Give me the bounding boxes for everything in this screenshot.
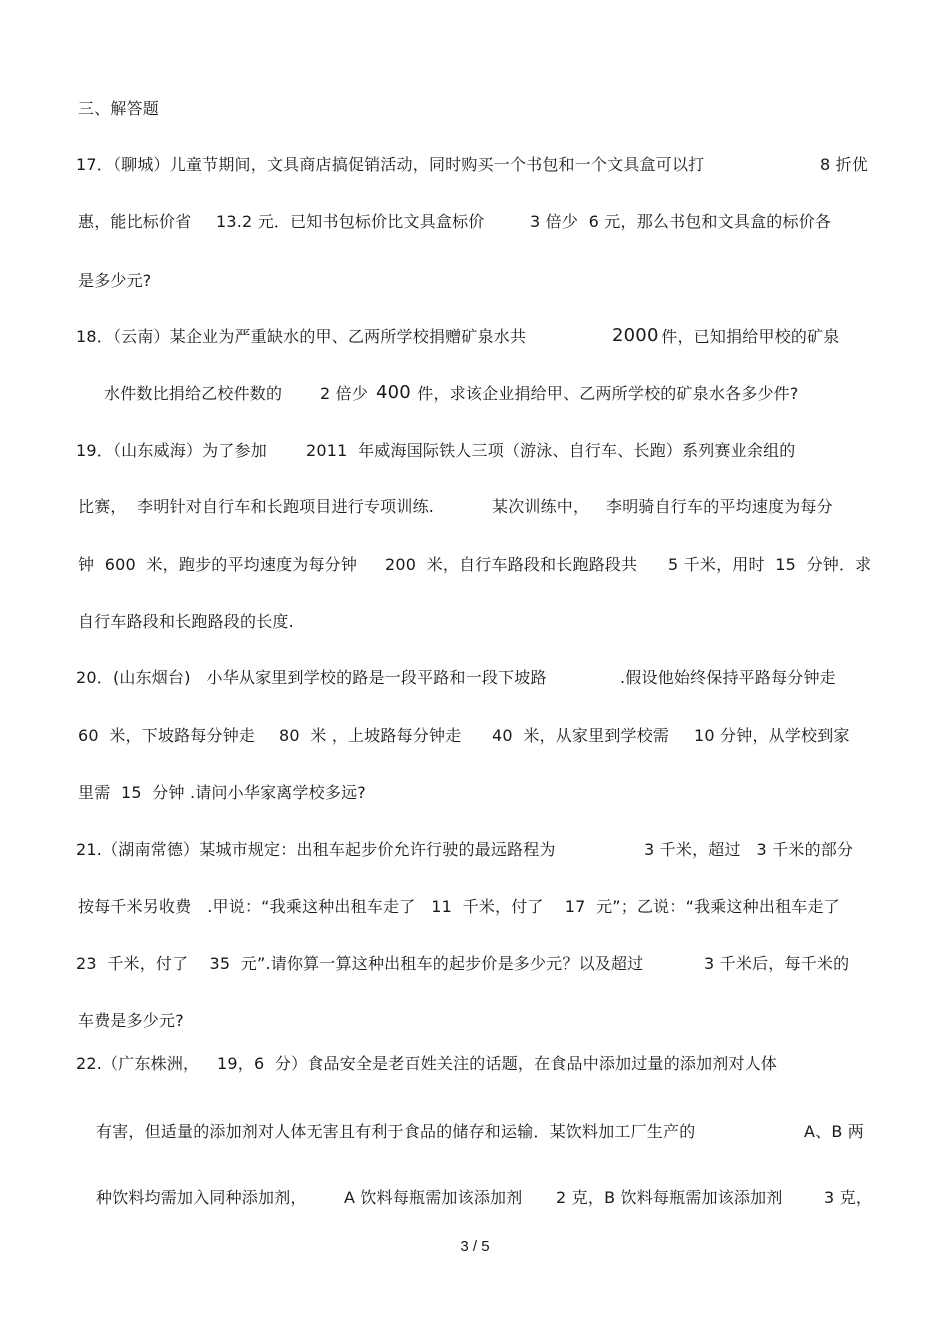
p21-line4: 车费是多少元? (78, 1011, 184, 1030)
p21-line1-b: 3 千米，超过 3 千米的部分 (644, 840, 854, 859)
p17-line2-c: 3 倍少 6 元，那么书包和文具盒的标价各 (530, 212, 832, 231)
p18-line2-a: 水件数比捐给乙校件数的 (104, 384, 283, 403)
p20-line1-a: 20．(山东烟台) 小华从家里到学校的路是一段平路和一段下坡路 (76, 668, 547, 687)
p19-line1-a: 19．（山东威海）为了参加 (76, 441, 267, 460)
p19-line1-b: 2011 年威海国际铁人三项（游泳、自行车、长跑）系列赛业余组的 (306, 441, 796, 460)
p18-line1-b: 2000 (612, 325, 659, 346)
p20-line1-b: .假设他始终保持平路每分钟走 (620, 668, 836, 687)
p22-line3-c: 2 克，B 饮料每瓶需加该添加剂 (556, 1188, 783, 1207)
p21-line2: 按每千米另收费 .甲说：“我乘这种出租车走了 11 千米，付了 17 元”；乙说：“我乘这种出租车走了 (78, 897, 840, 916)
p17-line1-a: 17．（聊城）儿童节期间，文具商店搞促销活动，同时购买一个书包和一个文具盒可以打 (76, 155, 705, 174)
p22-line1-a: 22.（广东株洲， (76, 1054, 200, 1073)
p19-line2-c: 李明骑自行车的平均速度为每分 (606, 497, 833, 516)
p20-line2-c: 40 米，从家里到学校需 (492, 726, 670, 745)
p20-line3: 里需 15 分钟 .请问小华家离学校多远? (78, 783, 366, 802)
p19-line3-b: 200 米，自行车路段和长跑路段共 (385, 555, 638, 574)
p20-line2-a: 60 米，下坡路每分钟走 (78, 726, 256, 745)
p22-line2-a: 有害，但适量的添加剂对人体无害且有利于食品的储存和运输．某饮料加工厂生产的 (96, 1122, 696, 1141)
p17-line1-b: 8 折优 (820, 155, 869, 174)
p22-line3-a: 种饮料均需加入同种添加剂， (96, 1188, 307, 1207)
p19-line2-b: 某次训练中， (492, 497, 590, 516)
p19-line2-a: 比赛， 李明针对自行车和长跑项目进行专项训练. (78, 497, 435, 516)
p21-line1-a: 21.（湖南常德）某城市规定：出租车起步价允许行驶的最远路程为 (76, 840, 556, 859)
p22-line1-b: 19，6 分）食品安全是老百姓关注的话题，在食品中添加过量的添加剂对人体 (217, 1054, 778, 1073)
p17-line3: 是多少元? (78, 271, 152, 290)
p22-line2-b: A、B 两 (804, 1122, 865, 1141)
p18-line2-c: 400 (376, 382, 411, 403)
p22-line3-d: 3 克， (824, 1188, 873, 1207)
p21-line3-a: 23 千米，付了 35 元”.请你算一算这种出租车的起步价是多少元？以及超过 (76, 954, 644, 973)
p18-line2-d: 件，求该企业捐给甲、乙两所学校的矿泉水各多少件? (412, 384, 799, 403)
p17-line2-a: 惠，能比标价省 (78, 212, 192, 231)
p20-line2-b: 80 米 ，上坡路每分钟走 (279, 726, 462, 745)
p19-line4: 自行车路段和长跑路段的长度. (78, 612, 294, 631)
p19-line3-c: 5 千米，用时 15 分钟．求 (668, 555, 872, 574)
p22-line3-b: A 饮料每瓶需加该添加剂 (344, 1188, 523, 1207)
section-title: 三、解答题 (78, 99, 160, 118)
p19-line3-a: 钟 600 米，跑步的平均速度为每分钟 (78, 555, 358, 574)
p18-line2-b: 2 倍少 (320, 384, 369, 403)
p21-line3-b: 3 千米后，每千米的 (704, 954, 850, 973)
p18-line1-c: 件，已知捐给甲校的矿泉 (656, 327, 840, 346)
page-number: 3 / 5 (460, 1238, 490, 1255)
p20-line2-d: 10 分钟，从学校到家 (694, 726, 850, 745)
p17-line2-b: 13.2 元．已知书包标价比文具盒标价 (216, 212, 485, 231)
p18-line1-a: 18．（云南）某企业为严重缺水的甲、乙两所学校捐赠矿泉水共 (76, 327, 527, 346)
